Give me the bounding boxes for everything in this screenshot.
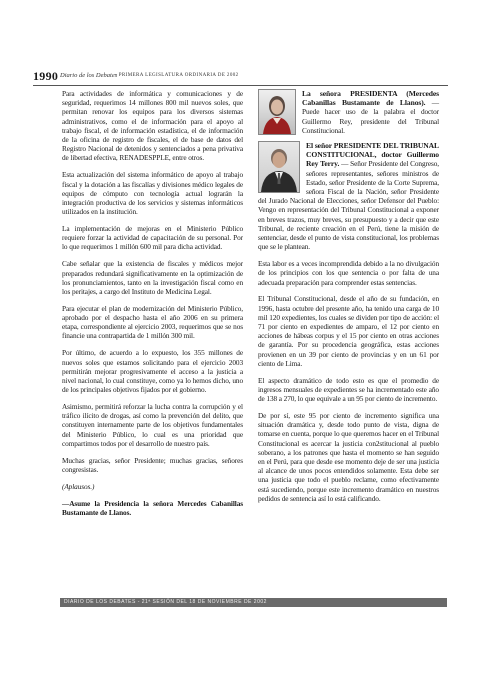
speaker-photo: [258, 141, 300, 193]
session-title: - PRIMERA LEGISLATURA ORDINARIA DE 2002: [115, 72, 239, 78]
paragraph: Cabe señalar que la existencia de fiscales y médicos mejor preparados redundará significativamente en la optimización de los pronunciamientos, tanto en la investigación fiscal como en los peritajes, a cargo del Instituto de Medicina Legal.: [62, 259, 243, 296]
page-footer: [60, 598, 447, 607]
left-column: [62, 89, 243, 525]
paragraph: Para ejecutar el plan de modernización del Ministerio Público, aprobado por el despacho hasta el año 2006 en su primera etapa, correspondiente al ejercicio 2003, requerimos que se nos financie una contrapartida de 1 millón 300 mil.: [62, 303, 243, 341]
paragraph: Esta actualización del sistema informático de apoyo al trabajo fiscal y la dotación a las fiscalías y divisiones médico legales de equipos de cómputo con tecnología actual lograrán la integración productiva de los servicios y sistemas informáticos utilizados en la institución.: [62, 170, 243, 217]
footer-text: DIARIO DE LOS DEBATES - 21ª SESIÓN DEL 18 DE NOVIEMBRE DE 2002: [64, 599, 267, 605]
speaker2-text: — Señor Presidente del Congreso, señores representantes, señores ministros de Estado, señor Presidente de la Corte Suprema, señora Fiscal de la Nación, señor Presidente del Jurado Nacional de Elecciones, señor Defensor del Pueblo: Vengo en representación del Tribunal Constitucional a exponer en breves trazos, muy breves, su presupuesto y a decir que este Tribunal, de reciente creación en el Perú, tiene la misión de sentenciar, desde el punto de vista constitucional, los problemas que se le plantean.: [258, 159, 439, 252]
applause-note: (Aplausos.): [62, 481, 95, 491]
paragraph: Muchas gracias, señor Presidente; muchas gracias, señores congresistas.: [62, 455, 243, 474]
presidency-note: —Asume la Presidencia la señora Mercedes Cabanillas Bustamante de Llanos.: [62, 498, 243, 517]
journal-title: Diario de los Debates: [60, 72, 118, 79]
paragraph: Esta labor es a veces incomprendida debido a la no divulgación de los principios con los que sentencia o por falta de una adecuada preparación para comprender estas sentencias.: [258, 259, 439, 287]
right-column: [258, 89, 439, 511]
speaker1-name: La señora PRESIDENTA (Mercedes Cabanillas Bustamante de Llanos).: [302, 89, 439, 108]
paragraph: De por sí, este 95 por ciento de incremento significa una situación dramática y, desde todo punto de vista, digna de tomarse en cuenta, porque lo que queremos hacer en el Tribunal Constitucional es acercar la justicia con2stitucional al pueblo soberano, a los patrones que hasta el momento se han seguido en el Perú, para que desde ese momento deje de ser una justicia al alcance de unos pocos entendidos solamente. Esta debe ser una justicia que todo el pueblo reclame, como efectivamente está sucediendo, porque este incremento dramático en nuestros pedidos de sentencia así lo está calificando.: [258, 411, 439, 503]
paragraph: El aspecto dramático de todo esto es que el promedio de ingresos mensuales de expedientes se ha incrementado este año de 138 a 270, lo que equivale a un 95 por ciento de incremento.: [258, 375, 439, 404]
speaker-photo: [258, 89, 296, 135]
paragraph: La implementación de mejoras en el Ministerio Público requiere forzar la actividad de capacitación de su personal. Por lo que requerimos 1 millón 600 mil para dicha actividad.: [62, 224, 243, 252]
paragraph: El Tribunal Constitucional, desde el año de su fundación, en 1996, hasta octubre del presente año, ha tenido una carga de 10 mil 120 expedientes, los cuales se dividen por tipo de acción: el 71 por ciento en expedientes de amparo, el 12 por ciento en acciones de hábeas corpus y el 15 por ciento en otras acciones de garantía. Por su procedencia geográfica, estas acciones provienen en un 39 por ciento de provincias y en un 61 por ciento de Lima.: [258, 294, 439, 368]
speaker1-text: — Puede hacer uso de la palabra el doctor Guillermo Rey, presidente del Tribunal Constitucional.: [302, 98, 439, 135]
speaker2-name: El señor PRESIDENTE DEL TRIBUNAL CONSTITUCIONAL, doctor Guillermo Rey Terry.: [306, 141, 439, 169]
paragraph: Asimismo, permitirá reforzar la lucha contra la corrupción y el tráfico ilícito de drogas, así como la prevención del delito, que constituyen internamente parte de los objetivos fundamentales del Ministerio Público, lo cual es una prioridad que compartimos todos por el desarrollo de nuestro país.: [62, 402, 243, 448]
paragraph: Para actividades de informática y comunicaciones y de seguridad, requerimos 14 millones 800 mil nuevos soles, que permitan renovar los equipos para los diversos sistemas administrativos, como el de información para el apoyo al trabajo fiscal, el de información estadística, el de información de la oficina de registro de fiscales, el de base de datos del Registro Nacional de detenidos y sentenciados a pena privativa de libertad efectiva, RENADESPPLE, entre otros.: [62, 89, 243, 163]
page-number: 1990: [33, 69, 59, 83]
page-header: [33, 71, 448, 86]
paragraph: Por último, de acuerdo a lo expuesto, los 355 millones de nuevos soles que estamos solicitando para el ejercicio 2003 permitirán mejorar progresivamente el acceso a la justicia a nivel nacional, lo cual constituye, como ya lo hemos dicho, uno de los principales objetivos fijados por el gobierno.: [62, 348, 243, 395]
